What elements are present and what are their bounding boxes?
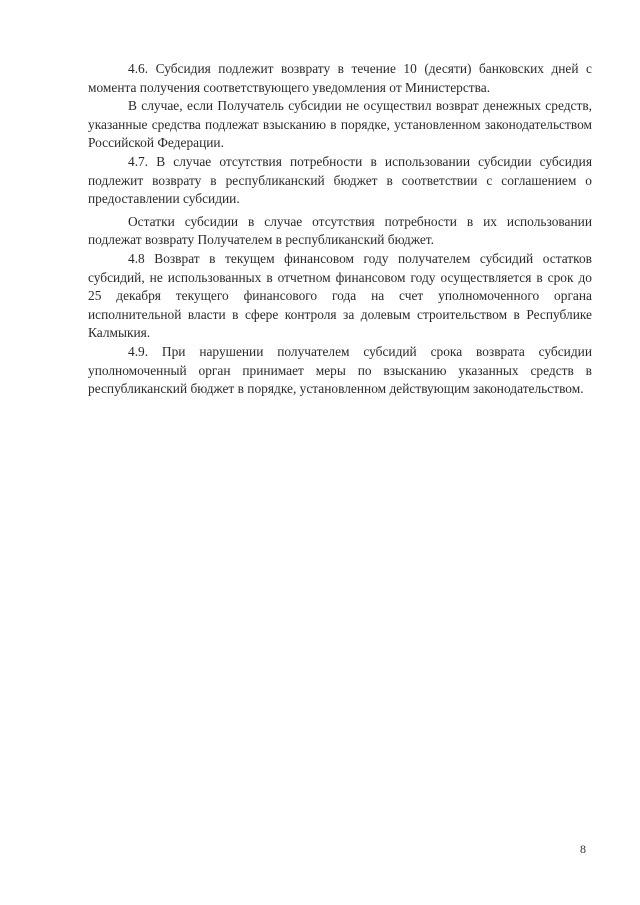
- paragraph-4-9: 4.9. При нарушении получателем субсидий срока возврата субсидии уполномоченный орган принимает меры по взысканию указанных средств в республиканский бюджет в порядке, установленном действующим законодательством.: [88, 343, 592, 397]
- paragraph-4-7: 4.7. В случае отсутствия потребности в использовании субсидии субсидия подлежит возврату в республиканский бюджет в соответствии с соглашением о предоставлении субсидии.: [88, 153, 592, 207]
- paragraph-4-8: 4.8 Возврат в текущем финансовом году получателем субсидий остатков субсидий, не использованных в отчетном финансовом году осуществляется в срок до 25 декабря текущего финансового года на счет уполномоченного органа исполнительной власти в сфере контроля за долевым строительством в Республике Калмыкия.: [88, 250, 592, 341]
- paragraph-refund-enforcement: В случае, если Получатель субсидии не осуществил возврат денежных средств, указанные средства подлежат взысканию в порядке, установленном законодательством Российской Федерации.: [88, 98, 592, 151]
- page-number: 8: [580, 842, 586, 856]
- paragraph-subsidy-balances: Остатки субсидии в случае отсутствия потребности в их использовании подлежат возврату Получателем в республиканский бюджет.: [88, 213, 592, 248]
- paragraph-4-6: 4.6. Субсидия подлежит возврату в течение 10 (десяти) банковских дней с момента получения соответствующего уведомления от Министерства.: [88, 61, 592, 95]
- document-body: [88, 60, 592, 399]
